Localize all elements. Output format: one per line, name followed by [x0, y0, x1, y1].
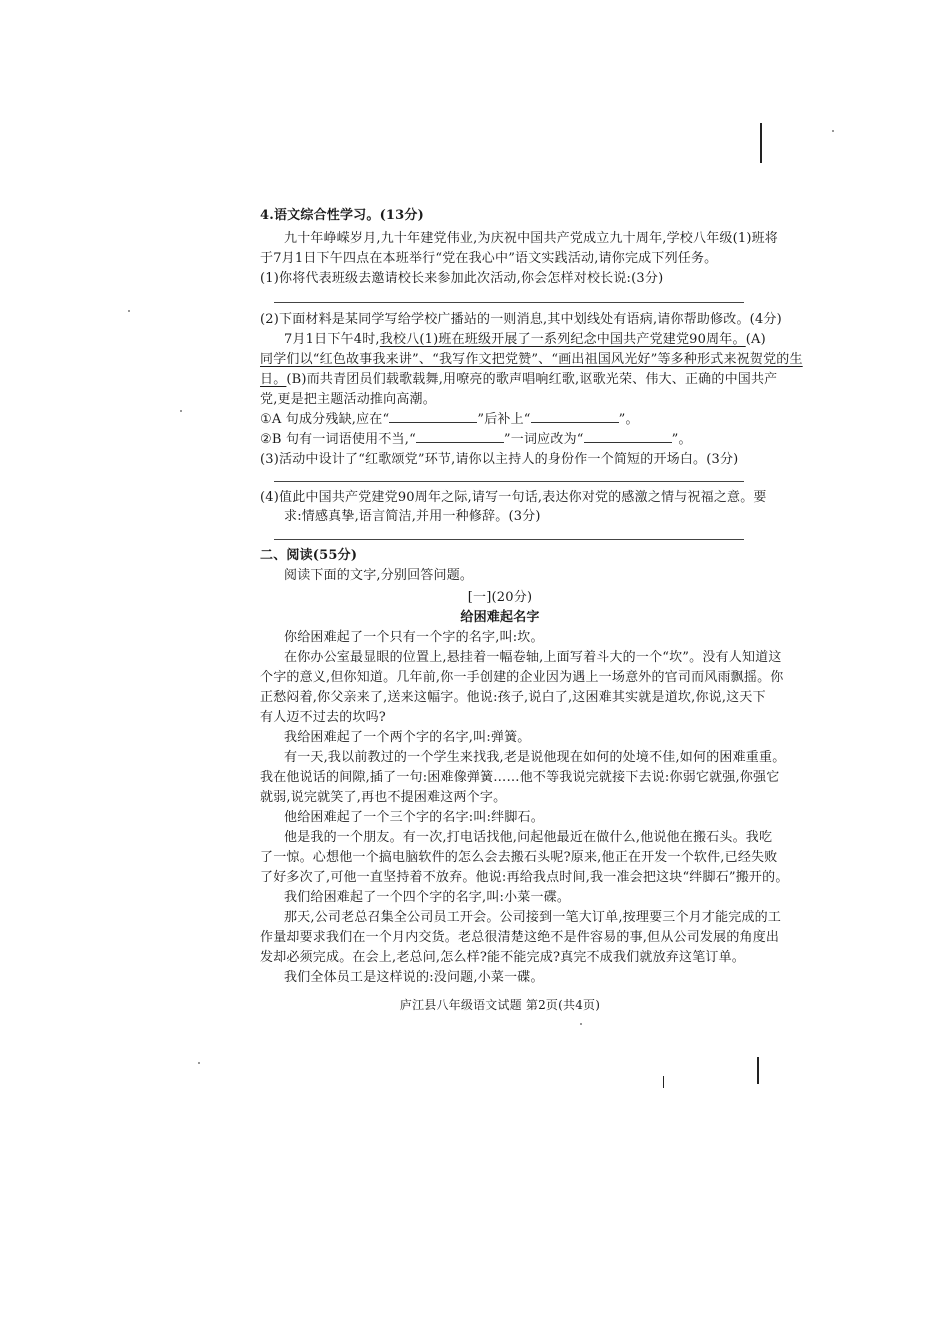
paragraph-line: 了一惊。心想他一个搞电脑软件的怎么会去搬石头呢?原来,他正在开发一个软件,已经失败	[260, 850, 778, 865]
paragraph-line: 你给困难起了一个只有一个字的名字,叫:坎。	[284, 630, 544, 645]
paragraph-line: 个字的意义,但你知道。几年前,你一手创建的企业因为遇上一场意外的官司而风雨飘摇。你	[260, 670, 784, 685]
blank-b-2[interactable]	[584, 430, 672, 443]
label-a: (A)	[745, 332, 766, 347]
question-1: (1)你将代表班级去邀请校长来参加此次活动,你会怎样对校长说:(3分)	[260, 271, 664, 286]
blank-a-suffix: ”。	[618, 412, 639, 427]
paragraph-line: 我们全体员工是这样说的:没问题,小菜一碟。	[284, 970, 544, 985]
scan-speck	[180, 410, 182, 412]
answer-line[interactable]	[274, 302, 744, 303]
blank-b-1[interactable]	[416, 430, 504, 443]
sentence-b: (B)而共青团员们载歌载舞,用嘹亮的歌声唱响红歌,讴歌光荣、伟大、正确的中国共产	[286, 372, 778, 387]
scan-speck	[128, 310, 130, 312]
blank-a-mid: ”后补上“	[477, 412, 531, 427]
question-4: (4)值此中国共产党建党90周年之际,请写一句话,表达你对党的感激之情与祝福之意。要	[260, 490, 767, 505]
blank-a-1[interactable]	[389, 410, 477, 423]
scan-edge-mark	[757, 1057, 759, 1084]
blank-question-a	[260, 410, 639, 429]
news-text	[284, 330, 766, 349]
scan-speck	[198, 1062, 200, 1064]
blank-b-prefix: ②B 句有一词语使用不当,“	[260, 432, 416, 447]
answer-line[interactable]	[274, 481, 744, 482]
paragraph-line: 我们给困难起了一个四个字的名字,叫:小菜一碟。	[284, 890, 571, 905]
question-2: (2)下面材料是某同学写给学校广播站的一则消息,其中划线处有语病,请你帮助修改。(4分)	[260, 312, 782, 327]
scan-speck	[580, 1023, 582, 1025]
underlined-sentence-a: 我校八(1)班在班级开展了一系列纪念中国共产党建党90周年。	[379, 332, 746, 347]
paragraph-line: 我给困难起了一个两个字的名字,叫:弹簧。	[284, 730, 531, 745]
blank-b-suffix: ”。	[671, 432, 692, 447]
question-4: 求:情感真挚,语言简洁,并用一种修辞。(3分)	[284, 509, 541, 524]
blank-a-prefix: ①A 句成分残缺,应在“	[260, 412, 390, 427]
paragraph-line: 就弱,说完就笑了,再也不提困难这两个字。	[260, 790, 507, 805]
paragraph-line: 正愁闷着,你父亲来了,送来这幅字。他说:孩子,说白了,这困难其实就是道坎,你说,这天下	[260, 690, 766, 705]
paragraph-line: 他是我的一个朋友。有一次,打电话找他,问起他最近在做什么,他说他在搬石头。我吃	[284, 830, 773, 845]
news-time: 7月1日下午4时,	[284, 332, 380, 347]
blank-b-mid: ”一词应改为“	[503, 432, 584, 447]
paragraph-line: 发却必须完成。在会上,老总问,怎么样?能不能完成?真完不成我们就放弃这笔订单。	[260, 950, 746, 965]
paragraph-line: 那天,公司老总召集全公司员工开会。公司接到一笔大订单,按理要三个月才能完成的工	[284, 910, 782, 925]
article-title: 给困难起名字	[460, 610, 540, 625]
paragraph-line: 在你办公室最显眼的位置上,悬挂着一幅卷轴,上面写着斗大的一个“坎”。没有人知道这	[284, 650, 782, 665]
paragraph-line: 作量却要求我们在一个月内交货。老总很清楚这绝不是件容易的事,但从公司发展的角度出	[260, 930, 780, 945]
answer-line[interactable]	[274, 539, 744, 540]
section2-instruction: 阅读下面的文字,分别回答问题。	[284, 568, 474, 583]
section4-heading: 4.语文综合性学习。(13分)	[260, 208, 424, 223]
news-text	[260, 370, 777, 389]
page-footer: 庐江县八年级语文试题 第2页(共4页)	[399, 998, 601, 1012]
paragraph-line: 他给困难起了一个三个字的名字:叫:绊脚石。	[284, 810, 544, 825]
blank-a-2[interactable]	[531, 410, 619, 423]
paragraph-line: 有人迈不过去的坎吗?	[260, 710, 386, 725]
section4-intro: 于7月1日下午四点在本班举行“党在我心中”语文实践活动,请你完成下列任务。	[260, 251, 718, 266]
part-label: [一](20分)	[467, 590, 533, 605]
scan-speck	[832, 130, 834, 132]
section4-intro: 九十年峥嵘岁月,九十年建党伟业,为庆祝中国共产党成立九十周年,学校八年级(1)班将	[284, 231, 779, 246]
news-text: 党,更是把主题活动推向高潮。	[260, 392, 436, 407]
scan-edge-mark	[663, 1076, 664, 1088]
section2-heading: 二、阅读(55分)	[260, 548, 358, 563]
scan-edge-mark	[760, 123, 762, 163]
paragraph-line: 我在他说话的间隙,插了一句:困难像弹簧……他不等我说完就接下去说:你弱它就强,你强它	[260, 770, 780, 785]
news-text: 同学们以“红色故事我来讲”、“我写作文把党赞”、“画出祖国风光好”等多种形式来祝贺党的生	[260, 352, 803, 367]
blank-question-b	[260, 430, 692, 449]
paragraph-line: 了好多次了,可他一直坚持着不放弃。他说:再给我点时间,我一准会把这块“绊脚石”搬开的。	[260, 870, 789, 885]
question-3: (3)活动中设计了“红歌颂党”环节,请你以主持人的身份作一个简短的开场白。(3分)	[260, 452, 739, 467]
underlined-fragment: 日。	[260, 372, 287, 387]
paragraph-line: 有一天,我以前教过的一个学生来找我,老是说他现在如何的处境不佳,如何的困难重重。	[284, 750, 786, 765]
